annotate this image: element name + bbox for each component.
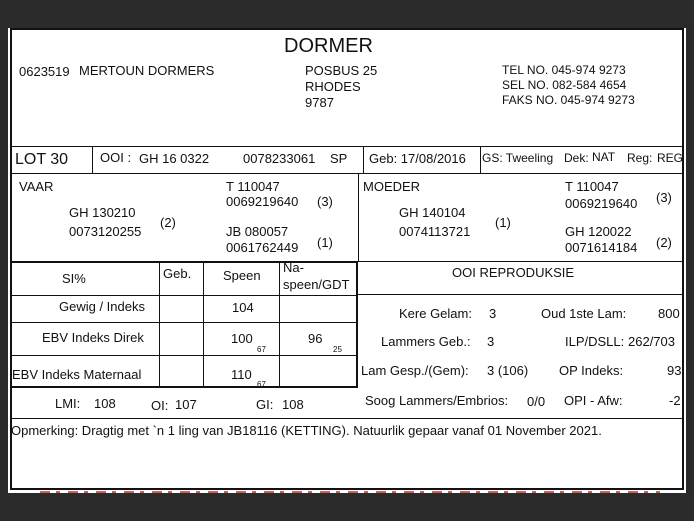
si-col-geb: Geb. (163, 266, 192, 281)
si-col-divider-1 (159, 261, 160, 387)
moeder-dam-mark: (2) (656, 235, 672, 250)
divider-lot-bottom (11, 173, 683, 174)
ooi-suffix: SP (330, 151, 348, 166)
owner-name: MERTOUN DORMERS (79, 63, 215, 78)
divider-lot-2 (363, 146, 364, 173)
ooi-label: OOI : (100, 150, 132, 165)
reg-label: Reg: (627, 151, 653, 165)
si-col-divider-2 (203, 261, 204, 387)
gi-value: 108 (282, 397, 304, 412)
ilp-value: 262/703 (628, 334, 675, 349)
vaar-id: GH 130210 (69, 205, 136, 220)
si-table-top (11, 261, 358, 263)
divider-lot-top (11, 146, 683, 147)
repro-top (358, 261, 683, 262)
vaar-dam-number: 0061762449 (226, 240, 299, 255)
si-row-speen-sub: 67 (257, 345, 266, 354)
lammers-value: 3 (487, 334, 495, 349)
soog-label: Soog Lammers/Embrios: (365, 393, 509, 408)
vaar-label: VAAR (19, 179, 54, 194)
kere-label: Kere Gelam: (399, 306, 472, 321)
divider-opmerking (11, 418, 683, 419)
reg-value: REG (657, 151, 684, 165)
lmi-label: LMI: (55, 396, 81, 411)
divider-lot-3 (480, 146, 481, 173)
si-col-si: SI% (62, 271, 86, 286)
si-col-speen: Speen (223, 268, 261, 283)
vaar-dam-code: JB 080057 (226, 224, 289, 239)
vaar-mark: (2) (160, 215, 176, 230)
moeder-label: MOEDER (363, 179, 421, 194)
opi-label: OPI - Afw: (564, 393, 623, 408)
page-title: DORMER (284, 35, 373, 57)
si-row-speen: 100 (231, 331, 253, 346)
moeder-sire-code: T 110047 (565, 179, 619, 194)
owner-code: 0623519 (19, 64, 70, 79)
op-value: 93 (667, 363, 682, 378)
address-line-1: POSBUS 25 (305, 63, 378, 78)
opmerking-text: Opmerking: Dragtig met `n 1 ling van JB18116 (KETTING). Natuurlik gepaar vanaf 01 November 2021. (11, 423, 602, 438)
divider-pedigree (358, 173, 359, 261)
vaar-dam-mark: (1) (317, 235, 333, 250)
si-row-label: Gewig / Indeks (59, 299, 145, 314)
si-row-speen: 110 (231, 367, 252, 382)
ooi-id: GH 16 0322 (139, 151, 210, 166)
si-row-label: EBV Indeks Maternaal (12, 367, 142, 382)
si-header-bottom (11, 295, 358, 296)
vaar-sire-number: 0069219640 (226, 194, 299, 209)
lot-number: LOT 30 (15, 151, 69, 168)
dek-value: NAT (592, 150, 616, 164)
ooi-number: 0078233061 (243, 151, 316, 166)
moeder-sire-number: 0069219640 (565, 196, 638, 211)
vaar-sire-code: T 110047 (226, 179, 280, 194)
kere-value: 3 (489, 306, 497, 321)
address-line-3: 9787 (305, 95, 334, 110)
si-row-1-bottom (11, 322, 358, 323)
vaar-sire-mark: (3) (317, 194, 333, 209)
si-row-speen-sub: 67 (257, 380, 266, 389)
soog-value: 0/0 (527, 394, 546, 409)
si-right-edge (356, 261, 358, 388)
lmi-value: 108 (94, 396, 116, 411)
divider-lot-1 (92, 146, 93, 173)
bottom-dark-band (0, 493, 694, 521)
contact-tel: TEL NO. 045-974 9273 (502, 63, 626, 77)
vaar-number: 0073120255 (69, 224, 142, 239)
opi-value: -2 (669, 393, 681, 408)
dek-label: Dek: (564, 151, 589, 165)
gs-label: GS: Tweeling (482, 151, 554, 165)
si-row-speen: 104 (232, 300, 254, 315)
contact-faks: FAKS NO. 045-974 9273 (502, 93, 635, 107)
moeder-id: GH 140104 (399, 205, 466, 220)
op-label: OP Indeks: (559, 363, 624, 378)
si-col-divider-3 (279, 261, 280, 387)
moeder-number: 0074113721 (399, 224, 471, 239)
oud-value: 800 (658, 306, 680, 321)
birth-date: Geb: 17/08/2016 (369, 151, 466, 166)
oi-label: OI: (151, 398, 169, 413)
moeder-sire-mark: (3) (656, 190, 672, 205)
gi-label: GI: (256, 397, 274, 412)
si-col-naspeen-1: Na- (283, 260, 304, 275)
lamgesp-label: Lam Gesp./(Gem): (361, 363, 469, 378)
moeder-dam-number: 0071614184 (565, 240, 638, 255)
lammers-label: Lammers Geb.: (381, 334, 471, 349)
si-table-bottom (11, 386, 358, 388)
ilp-label: ILP/DSLL: (565, 334, 625, 349)
lamgesp-value: 3 (106) (487, 363, 529, 378)
si-row-label: EBV Indeks Direk (42, 330, 144, 345)
si-row-naspeen-sub: 25 (333, 345, 342, 354)
si-row-naspeen: 96 (308, 331, 323, 346)
contact-sel: SEL NO. 082-584 4654 (502, 78, 627, 92)
moeder-dam-code: GH 120022 (565, 224, 632, 239)
si-row-2-bottom (11, 355, 358, 356)
moeder-mark: (1) (495, 215, 511, 230)
oi-value: 107 (175, 397, 197, 412)
address-line-2: RHODES (305, 79, 361, 94)
repro-title: OOI REPRODUKSIE (452, 265, 575, 280)
si-col-naspeen-2: speen/GDT (283, 277, 350, 292)
top-dark-band (0, 0, 694, 28)
repro-header-bottom (358, 294, 683, 295)
oud-label: Oud 1ste Lam: (541, 306, 627, 321)
